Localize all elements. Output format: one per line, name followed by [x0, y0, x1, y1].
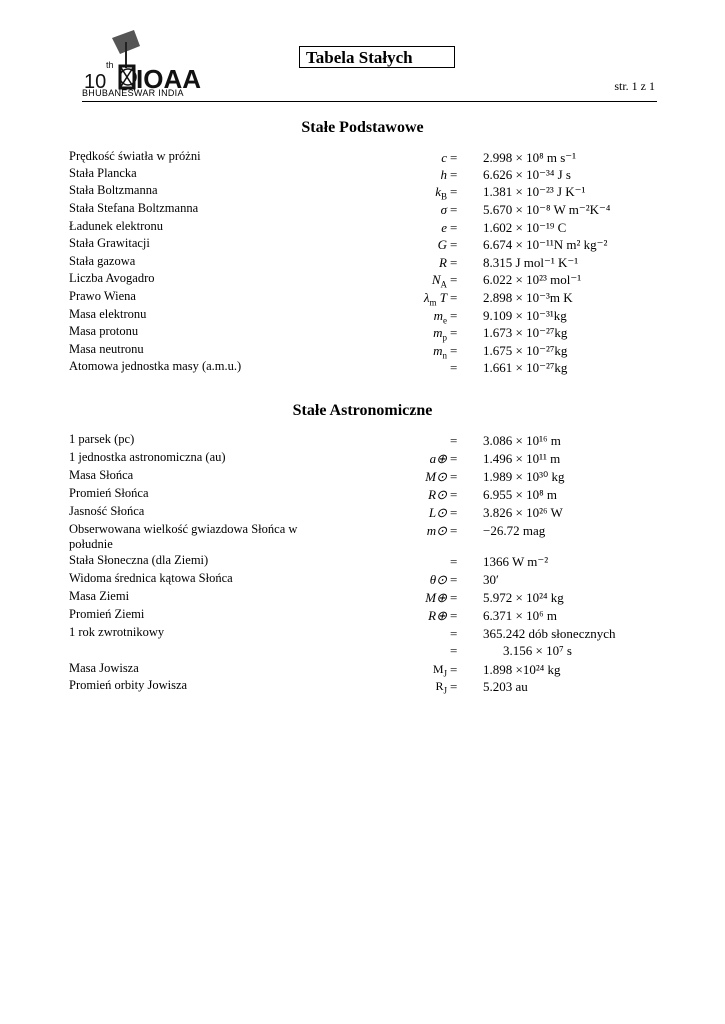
constant-label: Promień orbity Jowisza	[69, 678, 188, 692]
equals-sign: =	[450, 150, 458, 165]
constant-value: 1.381 × 10⁻²³ J K⁻¹	[483, 184, 586, 199]
equals-sign: =	[450, 290, 458, 305]
constant-symbol: σ	[440, 202, 447, 217]
constant-symbol: $N_A$	[431, 272, 447, 290]
constant-value: 6.371 × 10⁶ m	[483, 608, 557, 623]
constant-symbol: θ⊙	[429, 572, 447, 587]
constant-label: Widoma średnica kątowa Słońca	[69, 571, 233, 585]
constant-value: 2.998 × 10⁸ m s⁻¹	[483, 150, 577, 165]
constant-label: Masa protonu	[69, 324, 139, 338]
constant-label: Stała Stefana Boltzmanna	[69, 201, 199, 215]
constant-label: 1 rok zwrotnikowy	[69, 625, 165, 639]
equals-sign: =	[450, 343, 458, 358]
constant-label: Masa neutronu	[69, 342, 144, 356]
constant-value: 5.203 au	[483, 679, 528, 694]
constant-symbol: $m_e$	[433, 308, 447, 326]
constant-value: 5.670 × 10⁻⁸ W m⁻²K⁻⁴	[483, 202, 611, 217]
equals-sign: =	[450, 643, 458, 658]
equals-sign: =	[450, 451, 458, 466]
constant-value: 6.674 × 10⁻¹¹N m² kg⁻²	[483, 237, 608, 252]
constant-symbol: a⊕	[429, 451, 447, 466]
constant-symbol: R	[439, 255, 447, 270]
constant-value: −26.72 mag	[483, 523, 546, 538]
constant-symbol: $m_n$	[433, 343, 447, 361]
constant-symbol: $k_B$	[435, 184, 447, 202]
constant-value: 30′	[483, 572, 499, 587]
telescope-logo-icon	[82, 28, 212, 90]
constant-label: Jasność Słońca	[69, 504, 145, 518]
constant-symbol: h	[440, 167, 447, 182]
constant-value: 1.496 × 10¹¹ m	[483, 451, 561, 466]
constant-label: Promień Ziemi	[69, 607, 145, 621]
constant-symbol: L⊙	[428, 505, 447, 520]
constant-symbol: $\lambda_m$ T	[423, 290, 447, 308]
equals-sign: =	[450, 360, 458, 375]
equals-sign: =	[450, 608, 458, 623]
constant-symbol: M⊕	[425, 590, 447, 605]
constant-symbol: e	[441, 220, 447, 235]
equals-sign: =	[450, 184, 458, 199]
constant-label: Masa Ziemi	[69, 589, 130, 603]
constant-label: Stała Słoneczna (dla Ziemi)	[69, 553, 209, 567]
equals-sign: =	[450, 167, 458, 182]
constant-value: 8.315 J mol⁻¹ K⁻¹	[483, 255, 579, 270]
constant-symbol: $R_J$	[435, 679, 447, 696]
constant-value: 1.898 ×10²⁴ kg	[483, 662, 561, 677]
constant-value: 6.955 × 10⁸ m	[483, 487, 557, 502]
constant-value: 1.661 × 10⁻²⁷kg	[483, 360, 568, 375]
equals-sign: =	[450, 626, 458, 641]
constant-label: 1 jednostka astronomiczna (au)	[69, 450, 226, 464]
equals-sign: =	[450, 237, 458, 252]
constant-value: 1.673 × 10⁻²⁷kg	[483, 325, 568, 340]
constant-value: 6.022 × 10²³ mol⁻¹	[483, 272, 582, 287]
constant-symbol: M⊙	[425, 469, 447, 484]
page-number: str. 1 z 1	[614, 79, 655, 93]
constant-value: 9.109 × 10⁻³¹kg	[483, 308, 567, 323]
constant-symbol: G	[437, 237, 447, 252]
logo-sup: th	[106, 60, 114, 70]
constant-symbol: m⊙	[426, 523, 447, 538]
constant-value: 365.242 dób słonecznych	[483, 626, 616, 641]
section-title-fundamental: Stałe Podstawowe	[301, 119, 424, 136]
constant-symbol: $M_J$	[432, 662, 447, 679]
constant-label: Masa Słońca	[69, 468, 134, 482]
constant-value: 6.626 × 10⁻³⁴ J s	[483, 167, 571, 182]
equals-sign: =	[450, 523, 458, 538]
equals-sign: =	[450, 572, 458, 587]
constant-symbol: R⊙	[428, 487, 447, 502]
equals-sign: =	[450, 662, 458, 677]
constant-symbol: R⊕	[428, 608, 447, 623]
constant-symbol: c	[441, 150, 447, 165]
constant-label: Stała Grawitacji	[69, 236, 150, 250]
constant-label: Stała Boltzmanna	[69, 183, 158, 197]
ioaa-logo	[82, 28, 212, 100]
equals-sign: =	[450, 433, 458, 448]
constant-value: 1.989 × 10³⁰ kg	[483, 469, 565, 484]
section-title-astronomical: Stałe Astronomiczne	[292, 402, 433, 419]
constant-label: Liczba Avogadro	[69, 271, 155, 285]
constant-label: Masa Jowisza	[69, 661, 139, 675]
equals-sign: =	[450, 505, 458, 520]
constant-value: 3.826 × 10²⁶ W	[483, 505, 563, 520]
logo-name: IOAA	[136, 64, 201, 90]
constant-value: 3.156 × 10⁷ s	[503, 643, 572, 658]
header-divider	[82, 101, 657, 102]
equals-sign: =	[450, 220, 458, 235]
equals-sign: =	[450, 202, 458, 217]
equals-sign: =	[450, 308, 458, 323]
constant-label: Prawo Wiena	[69, 289, 136, 303]
constant-symbol: $m_p$	[433, 325, 447, 343]
constant-label: Masa elektronu	[69, 307, 147, 321]
constant-value: 1.602 × 10⁻¹⁹ C	[483, 220, 567, 235]
constant-label: Stała gazowa	[69, 254, 136, 268]
constant-label: Ładunek elektronu	[69, 219, 164, 233]
equals-sign: =	[450, 679, 458, 694]
constant-value: 2.898 × 10⁻³m K	[483, 290, 573, 305]
equals-sign: =	[450, 255, 458, 270]
constant-label: Prędkość światła w próżni	[69, 149, 201, 163]
constant-label: Obserwowana wielkość gwiazdowa Słońca w południe	[69, 522, 298, 551]
equals-sign: =	[450, 590, 458, 605]
logo-location: BHUBANESWAR INDIA	[82, 88, 184, 98]
page-title: Tabela Stałych	[299, 46, 455, 68]
constant-value: 5.972 × 10²⁴ kg	[483, 590, 564, 605]
equals-sign: =	[450, 554, 458, 569]
equals-sign: =	[450, 272, 458, 287]
equals-sign: =	[450, 487, 458, 502]
logo-edition: 10	[84, 71, 107, 90]
constant-value: 1.675 × 10⁻²⁷kg	[483, 343, 568, 358]
constant-label: Atomowa jednostka masy (a.m.u.)	[69, 359, 242, 373]
equals-sign: =	[450, 469, 458, 484]
equals-sign: =	[450, 325, 458, 340]
constant-label: 1 parsek (pc)	[69, 432, 135, 446]
constant-value: 3.086 × 10¹⁶ m	[483, 433, 561, 448]
constant-label: Promień Słońca	[69, 486, 149, 500]
constant-label: Stała Plancka	[69, 166, 137, 180]
constant-value: 1366 W m⁻²	[483, 554, 549, 569]
